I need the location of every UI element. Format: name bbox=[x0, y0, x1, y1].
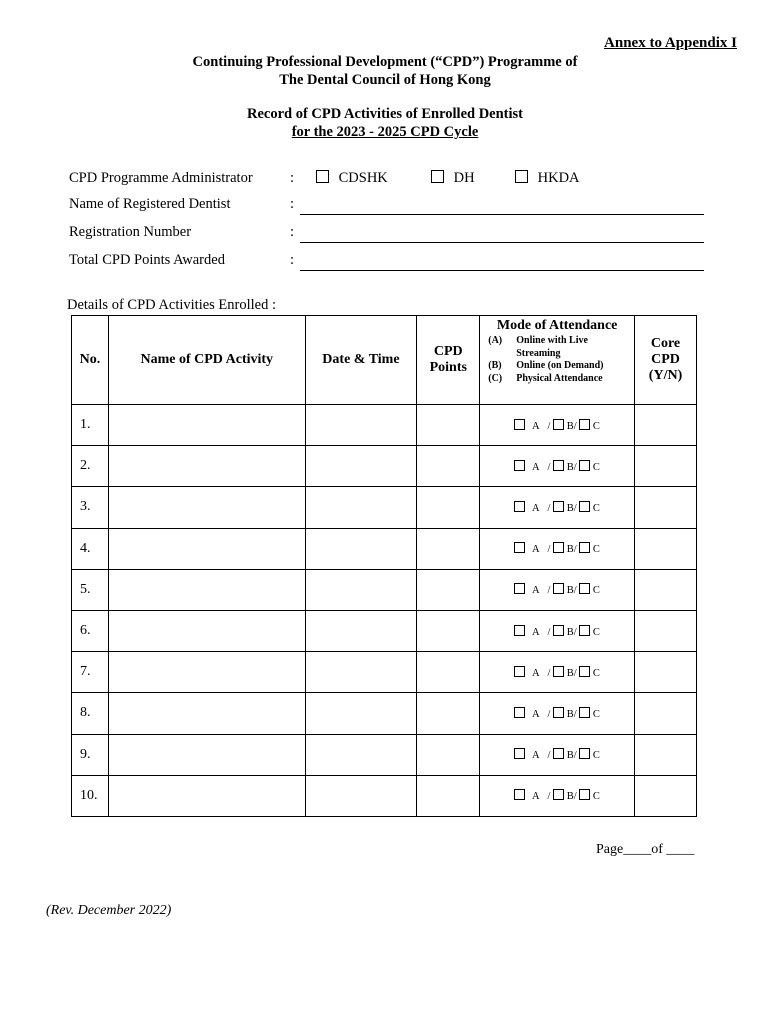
header-core-line3: (Y/N) bbox=[648, 368, 683, 383]
mode-separator: / bbox=[573, 544, 577, 556]
header-cpd-points bbox=[417, 316, 480, 405]
activity-name-cell[interactable] bbox=[108, 405, 305, 446]
date-time-cell[interactable] bbox=[305, 610, 417, 651]
checkbox-icon[interactable] bbox=[514, 460, 525, 471]
mode-separator: / bbox=[547, 544, 551, 556]
points-field[interactable] bbox=[300, 270, 704, 271]
colon: : bbox=[290, 170, 295, 186]
mode-separator: / bbox=[573, 585, 577, 597]
option-cdshk[interactable] bbox=[316, 170, 388, 187]
mode-cell bbox=[480, 405, 635, 446]
mode-cell bbox=[480, 569, 635, 610]
date-time-cell[interactable] bbox=[305, 652, 417, 693]
mode-c-label: C bbox=[592, 544, 600, 556]
checkbox-icon[interactable] bbox=[579, 666, 590, 677]
table-row bbox=[72, 569, 697, 610]
mode-desc: Online with Live bbox=[516, 335, 588, 346]
page-number: Page____of ____ bbox=[596, 842, 695, 857]
core-cpd-cell[interactable] bbox=[635, 610, 697, 651]
mode-b-label: B bbox=[566, 791, 574, 803]
table-row bbox=[72, 528, 697, 569]
option-hkda[interactable] bbox=[515, 170, 580, 187]
checkbox-icon[interactable] bbox=[553, 460, 564, 471]
mode-a-label: A bbox=[531, 420, 540, 432]
table-row bbox=[72, 775, 697, 816]
mode-c-label: C bbox=[592, 502, 600, 514]
mode-c-label: C bbox=[592, 750, 600, 762]
mode-b-label: B bbox=[566, 667, 574, 679]
mode-separator: / bbox=[573, 708, 577, 720]
mode-separator: / bbox=[547, 750, 551, 762]
header-mode-of-attendance bbox=[480, 316, 635, 405]
checkbox-icon[interactable] bbox=[579, 460, 590, 471]
cpd-points-cell[interactable] bbox=[417, 487, 480, 528]
mode-cell bbox=[480, 652, 635, 693]
option-dh[interactable] bbox=[431, 170, 475, 187]
mode-separator: / bbox=[573, 420, 577, 432]
checkbox-icon[interactable] bbox=[553, 666, 564, 677]
activity-name-cell[interactable] bbox=[108, 569, 305, 610]
header-core-line2: CPD bbox=[651, 352, 680, 367]
activity-name-cell[interactable] bbox=[108, 446, 305, 487]
mode-separator: / bbox=[547, 708, 551, 720]
core-cpd-cell[interactable] bbox=[635, 569, 697, 610]
cpd-points-cell[interactable] bbox=[417, 446, 480, 487]
mode-a-label: A bbox=[531, 708, 540, 720]
date-time-cell[interactable] bbox=[305, 528, 417, 569]
checkbox-icon[interactable] bbox=[553, 501, 564, 512]
row-number: 9. bbox=[72, 734, 109, 775]
core-cpd-cell[interactable] bbox=[635, 775, 697, 816]
colon: : bbox=[290, 224, 295, 240]
checkbox-icon[interactable] bbox=[553, 707, 564, 718]
checkbox-icon[interactable] bbox=[514, 419, 525, 430]
checkbox-icon[interactable] bbox=[514, 666, 525, 677]
mode-b-label: B bbox=[566, 544, 574, 556]
mode-key: (B) bbox=[488, 360, 502, 371]
cpd-points-cell[interactable] bbox=[417, 693, 480, 734]
mode-separator: / bbox=[547, 502, 551, 514]
mode-separator: / bbox=[573, 791, 577, 803]
mode-desc: Streaming bbox=[516, 347, 561, 359]
cpd-points-cell[interactable] bbox=[417, 528, 480, 569]
checkbox-icon[interactable] bbox=[553, 625, 564, 636]
mode-separator: / bbox=[547, 626, 551, 638]
checkbox-icon[interactable] bbox=[553, 542, 564, 553]
checkbox-icon[interactable] bbox=[579, 542, 590, 553]
mode-c-label: C bbox=[592, 585, 600, 597]
table-row bbox=[72, 693, 697, 734]
checkbox-icon[interactable] bbox=[514, 583, 525, 594]
row-number: 5. bbox=[72, 569, 109, 610]
colon: : bbox=[290, 252, 295, 268]
date-time-cell[interactable] bbox=[305, 446, 417, 487]
table-row bbox=[72, 610, 697, 651]
revision-note: (Rev. December 2022) bbox=[46, 903, 172, 918]
table-row bbox=[72, 405, 697, 446]
header-activity-name: Name of CPD Activity bbox=[108, 316, 305, 405]
row-number: 3. bbox=[72, 487, 109, 528]
checkbox-icon[interactable] bbox=[579, 419, 590, 430]
mode-c-label: C bbox=[592, 626, 600, 638]
activity-name-cell[interactable] bbox=[108, 528, 305, 569]
activity-name-cell[interactable] bbox=[108, 487, 305, 528]
checkbox-icon[interactable] bbox=[431, 170, 444, 183]
table-row bbox=[72, 487, 697, 528]
core-cpd-cell[interactable] bbox=[635, 528, 697, 569]
checkbox-icon[interactable] bbox=[579, 748, 590, 759]
row-number: 6. bbox=[72, 610, 109, 651]
mode-key: (C) bbox=[488, 372, 503, 384]
row-number: 2. bbox=[72, 446, 109, 487]
mode-key: (A) bbox=[488, 335, 503, 346]
mode-separator: / bbox=[573, 750, 577, 762]
core-cpd-cell[interactable] bbox=[635, 446, 697, 487]
cycle-title: for the 2023 - 2025 CPD Cycle bbox=[291, 124, 479, 140]
mode-separator: / bbox=[573, 626, 577, 638]
mode-cell bbox=[480, 528, 635, 569]
administrator-label: CPD Programme Administrator bbox=[69, 170, 253, 186]
option-label: HKDA bbox=[537, 170, 580, 186]
mode-a-label: A bbox=[531, 544, 540, 556]
activity-name-cell[interactable] bbox=[108, 775, 305, 816]
mode-a-label: A bbox=[531, 791, 540, 803]
checkbox-icon[interactable] bbox=[553, 789, 564, 800]
mode-a-label: A bbox=[531, 502, 540, 514]
mode-c-label: C bbox=[592, 667, 600, 679]
header-core-line1: Core bbox=[650, 336, 681, 351]
core-cpd-cell[interactable] bbox=[635, 734, 697, 775]
activity-name-cell[interactable] bbox=[108, 610, 305, 651]
cpd-points-cell[interactable] bbox=[417, 405, 480, 446]
mode-a-label: A bbox=[531, 585, 540, 597]
table-row bbox=[72, 734, 697, 775]
header-cpd-points-line1: CPD bbox=[433, 344, 463, 359]
registration-label: Registration Number bbox=[69, 224, 192, 240]
checkbox-icon[interactable] bbox=[514, 501, 525, 512]
activity-name-cell[interactable] bbox=[108, 693, 305, 734]
registration-field[interactable] bbox=[300, 242, 704, 243]
mode-b-label: B bbox=[566, 585, 574, 597]
row-number: 10. bbox=[72, 775, 109, 816]
annex-label: Annex to Appendix I bbox=[604, 35, 737, 51]
mode-b-label: B bbox=[566, 461, 574, 473]
activity-name-cell[interactable] bbox=[108, 652, 305, 693]
cpd-points-cell[interactable] bbox=[417, 775, 480, 816]
mode-b-label: B bbox=[566, 626, 574, 638]
checkbox-icon[interactable] bbox=[514, 542, 525, 553]
row-number: 8. bbox=[72, 693, 109, 734]
cpd-points-cell[interactable] bbox=[417, 610, 480, 651]
mode-title: Mode of Attendance bbox=[496, 318, 618, 333]
mode-cell bbox=[480, 693, 635, 734]
mode-b-label: B bbox=[566, 420, 574, 432]
date-time-cell[interactable] bbox=[305, 405, 417, 446]
checkbox-icon[interactable] bbox=[553, 583, 564, 594]
checkbox-icon[interactable] bbox=[579, 501, 590, 512]
date-time-cell[interactable] bbox=[305, 569, 417, 610]
core-cpd-cell[interactable] bbox=[635, 693, 697, 734]
checkbox-icon[interactable] bbox=[579, 583, 590, 594]
checkbox-icon[interactable] bbox=[316, 170, 329, 183]
mode-cell bbox=[480, 734, 635, 775]
checkbox-icon[interactable] bbox=[553, 748, 564, 759]
council-title: The Dental Council of Hong Kong bbox=[279, 72, 491, 88]
checkbox-icon[interactable] bbox=[514, 707, 525, 718]
checkbox-icon[interactable] bbox=[553, 419, 564, 430]
mode-separator: / bbox=[573, 461, 577, 473]
date-time-cell[interactable] bbox=[305, 734, 417, 775]
option-label: CDSHK bbox=[338, 170, 388, 186]
header-cpd-points-line2: Points bbox=[429, 360, 467, 375]
dentist-name-label: Name of Registered Dentist bbox=[69, 196, 231, 212]
mode-c-label: C bbox=[592, 420, 600, 432]
programme-title: Continuing Professional Development (“CPD”) Programme of bbox=[192, 54, 578, 70]
mode-a-label: A bbox=[531, 667, 540, 679]
mode-separator: / bbox=[547, 667, 551, 679]
header-core-cpd bbox=[635, 316, 697, 405]
mode-legend bbox=[480, 335, 634, 385]
record-title: Record of CPD Activities of Enrolled Dentist bbox=[247, 106, 523, 122]
mode-a-label: A bbox=[531, 750, 540, 762]
core-cpd-cell[interactable] bbox=[635, 487, 697, 528]
header-no: No. bbox=[72, 316, 109, 405]
date-time-cell[interactable] bbox=[305, 487, 417, 528]
mode-separator: / bbox=[573, 667, 577, 679]
mode-c-label: C bbox=[592, 461, 600, 473]
mode-desc: Physical Attendance bbox=[516, 372, 603, 384]
cpd-points-cell[interactable] bbox=[417, 734, 480, 775]
mode-desc: Online (on Demand) bbox=[516, 360, 604, 371]
mode-cell bbox=[480, 446, 635, 487]
mode-b-label: B bbox=[566, 750, 574, 762]
mode-separator: / bbox=[547, 461, 551, 473]
mode-c-label: C bbox=[592, 708, 600, 720]
date-time-cell[interactable] bbox=[305, 693, 417, 734]
checkbox-icon[interactable] bbox=[579, 625, 590, 636]
row-number: 7. bbox=[72, 652, 109, 693]
points-label: Total CPD Points Awarded bbox=[69, 252, 225, 268]
mode-cell bbox=[480, 487, 635, 528]
checkbox-icon[interactable] bbox=[514, 748, 525, 759]
checkbox-icon[interactable] bbox=[579, 707, 590, 718]
dentist-name-field[interactable] bbox=[300, 214, 704, 215]
mode-cell bbox=[480, 775, 635, 816]
checkbox-icon[interactable] bbox=[514, 625, 525, 636]
checkbox-icon[interactable] bbox=[515, 170, 528, 183]
mode-separator: / bbox=[547, 585, 551, 597]
header-date-time: Date & Time bbox=[305, 316, 417, 405]
core-cpd-cell[interactable] bbox=[635, 405, 697, 446]
mode-cell bbox=[480, 610, 635, 651]
mode-separator: / bbox=[547, 420, 551, 432]
option-label: DH bbox=[453, 170, 475, 186]
mode-b-label: B bbox=[566, 502, 574, 514]
mode-b-label: B bbox=[566, 708, 574, 720]
checkbox-icon[interactable] bbox=[579, 789, 590, 800]
core-cpd-cell[interactable] bbox=[635, 652, 697, 693]
activity-name-cell[interactable] bbox=[108, 734, 305, 775]
row-number: 4. bbox=[72, 528, 109, 569]
details-label: Details of CPD Activities Enrolled : bbox=[67, 297, 277, 313]
date-time-cell[interactable] bbox=[305, 775, 417, 816]
cpd-points-cell[interactable] bbox=[417, 652, 480, 693]
mode-a-label: A bbox=[531, 461, 540, 473]
mode-a-label: A bbox=[531, 626, 540, 638]
mode-separator: / bbox=[573, 502, 577, 514]
table-row bbox=[72, 652, 697, 693]
activities-table bbox=[71, 315, 697, 817]
cpd-points-cell[interactable] bbox=[417, 569, 480, 610]
colon: : bbox=[290, 196, 295, 212]
mode-c-label: C bbox=[592, 791, 600, 803]
mode-separator: / bbox=[547, 791, 551, 803]
row-number: 1. bbox=[72, 405, 109, 446]
checkbox-icon[interactable] bbox=[514, 789, 525, 800]
table-row bbox=[72, 446, 697, 487]
